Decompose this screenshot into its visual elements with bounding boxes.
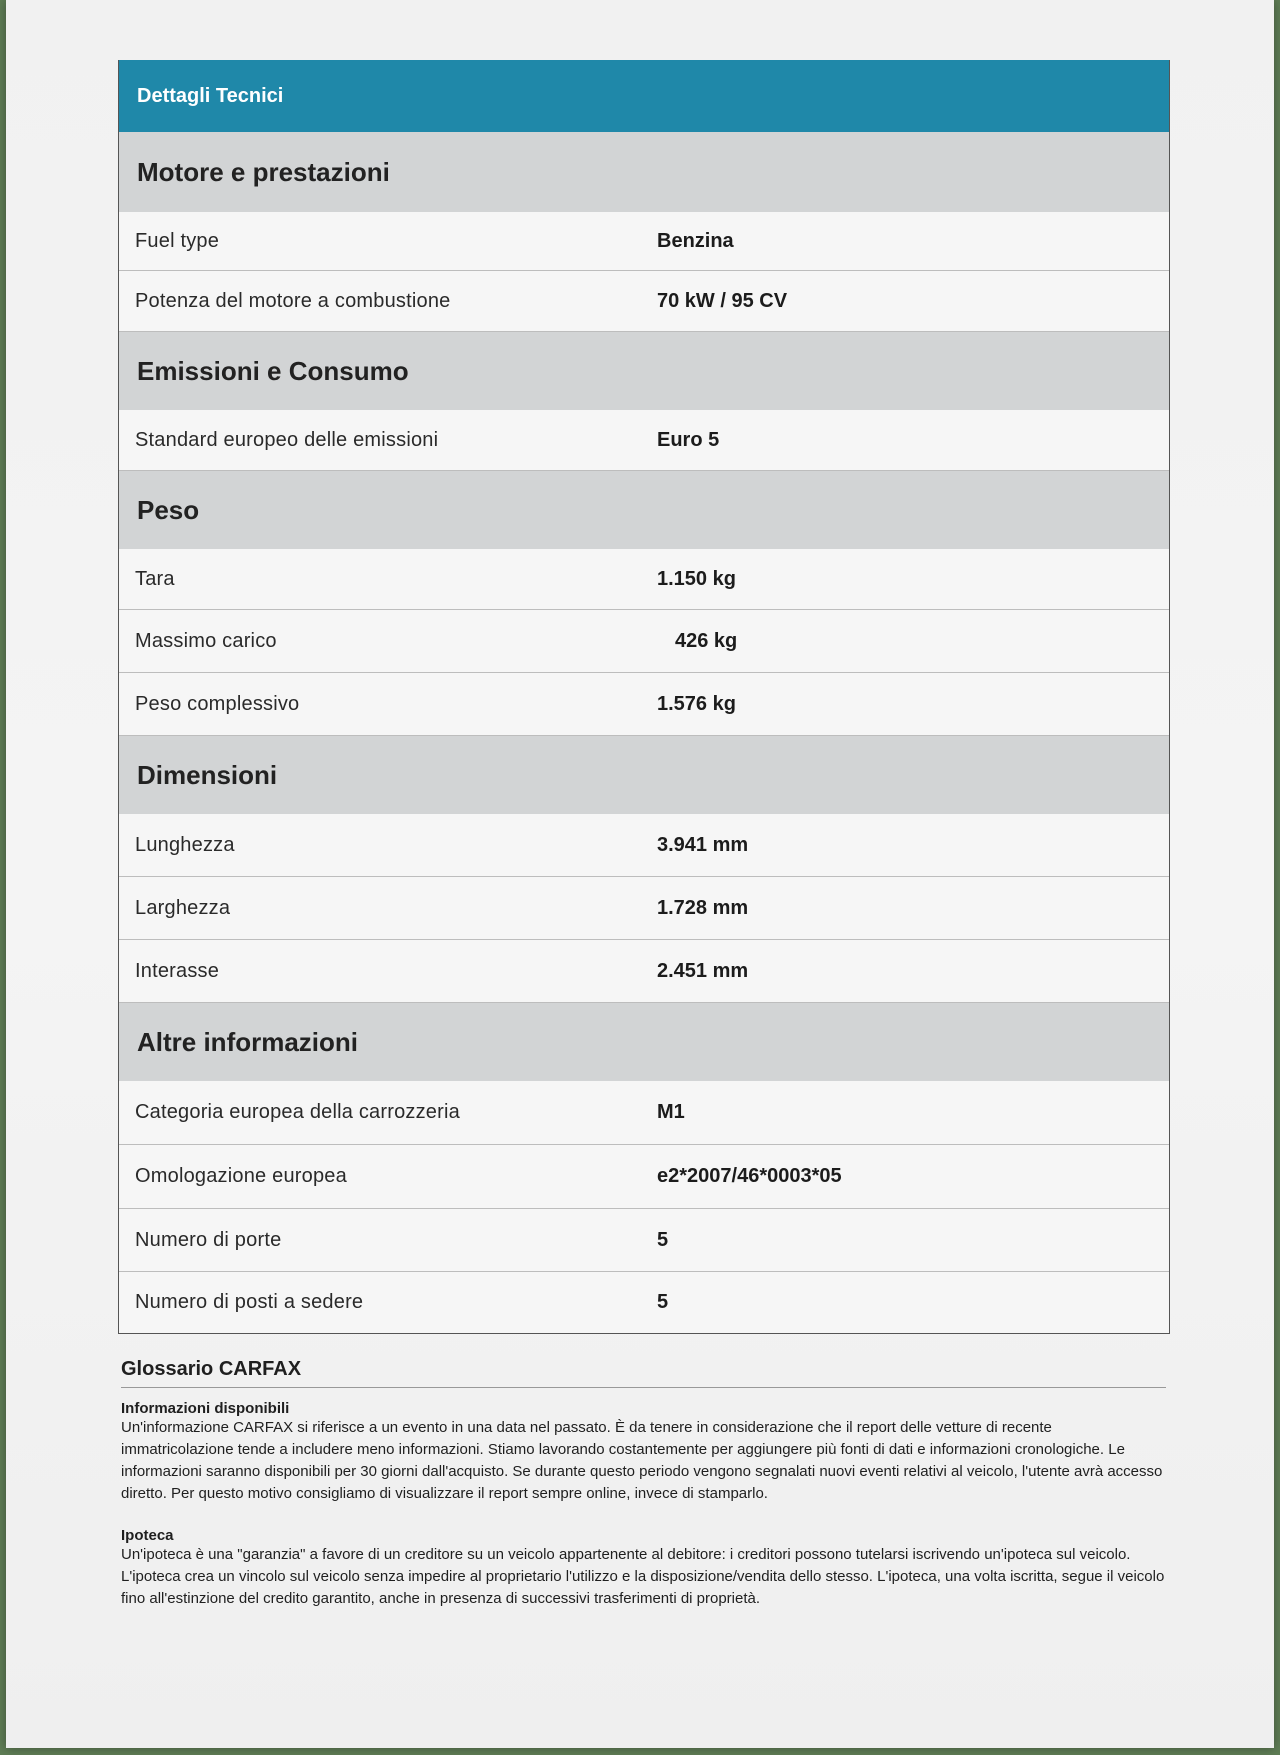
row-label: Standard europeo delle emissioni — [135, 428, 439, 451]
section-header-weight: Peso — [119, 471, 1169, 549]
row-value: 5 — [657, 1291, 669, 1313]
table-row — [119, 814, 1169, 877]
row-label: Numero di posti a sedere — [135, 1291, 364, 1313]
row-label: Categoria europea della carrozzeria — [135, 1101, 460, 1123]
table-row — [119, 610, 1169, 673]
row-value: 1.150 kg — [657, 567, 736, 590]
section-header-engine: Motore e prestazioni — [119, 132, 1169, 212]
section-header-dimensions: Dimensioni — [119, 736, 1169, 814]
glossary-item-title: Informazioni disponibili — [121, 1400, 290, 1417]
glossary-title: Glossario CARFAX — [121, 1358, 1166, 1388]
technical-details-table — [118, 60, 1170, 1334]
section-header-other-info: Altre informazioni — [119, 1003, 1169, 1081]
table-row — [119, 940, 1169, 1003]
section-header-emissions: Emissioni e Consumo — [119, 332, 1169, 410]
table-row — [119, 271, 1169, 332]
row-label: Numero di porte — [135, 1228, 282, 1251]
row-value: 5 — [657, 1228, 669, 1251]
glossary-item-text: Un'informazione CARFAX si riferisce a un evento in una data nel passato. È da tenere in considerazione che il report delle vetture di recente immatricolazione tende a includere meno informazioni. Stiamo lavorando costantemente per aggiungere più fonti di dati e informazioni cronologiche. Le informazioni saranno disponibili per 30 giorni dall'acquisto. Se durante questo periodo vengono segnalati nuovi eventi relativi al veicolo, l'utente avrà accesso diretto. Per questo motivo consigliamo di visualizzare il report sempre online, invece di stamparlo. — [121, 1419, 1163, 1502]
table-row — [119, 212, 1169, 271]
glossary-item-text: Un'ipoteca è una "garanzia" a favore di un creditore su un veicolo appartenente al debitore: i creditori possono tutelarsi iscrivendo un'ipoteca sul veicolo. L'ipoteca crea un vincolo sul veicolo senza impedire al proprietario l'utilizzo e la disposizione/vendita dello stesso. L'ipoteca, una volta iscritta, segue il veicolo fino all'estinzione del credito garantito, anche in presenza di successivi trasferimenti di proprietà. — [121, 1546, 1165, 1607]
row-label: Massimo carico — [135, 629, 277, 652]
glossary-item — [121, 1400, 1166, 1505]
row-label: Potenza del motore a combustione — [135, 289, 451, 312]
glossary — [121, 1358, 1166, 1632]
table-row — [119, 1272, 1169, 1333]
row-value: 3.941 mm — [657, 833, 749, 856]
row-value: 2.451 mm — [657, 959, 749, 982]
table-row — [119, 673, 1169, 736]
row-value: e2*2007/46*0003*05 — [657, 1165, 842, 1187]
glossary-item — [121, 1527, 1166, 1610]
row-label: Fuel type — [135, 229, 220, 252]
paper-sheet — [6, 0, 1274, 1748]
row-label: Interasse — [135, 959, 220, 982]
row-label: Tara — [135, 567, 175, 590]
table-row — [119, 1209, 1169, 1272]
row-label: Lunghezza — [135, 833, 235, 856]
table-row — [119, 877, 1169, 940]
table-title: Dettagli Tecnici — [119, 60, 1169, 132]
row-value: Benzina — [657, 229, 734, 252]
row-label: Omologazione europea — [135, 1165, 347, 1187]
row-value: 426 kg — [675, 629, 738, 652]
row-value: M1 — [657, 1101, 685, 1123]
table-row — [119, 410, 1169, 471]
row-label: Larghezza — [135, 896, 231, 919]
row-value: 70 kW / 95 CV — [657, 289, 788, 312]
row-value: 1.576 kg — [657, 692, 736, 715]
row-value: Euro 5 — [657, 428, 720, 451]
table-row — [119, 1081, 1169, 1145]
table-row — [119, 549, 1169, 610]
row-value: 1.728 mm — [657, 896, 749, 919]
table-row — [119, 1145, 1169, 1209]
glossary-item-title: Ipoteca — [121, 1527, 174, 1544]
row-label: Peso complessivo — [135, 692, 300, 715]
